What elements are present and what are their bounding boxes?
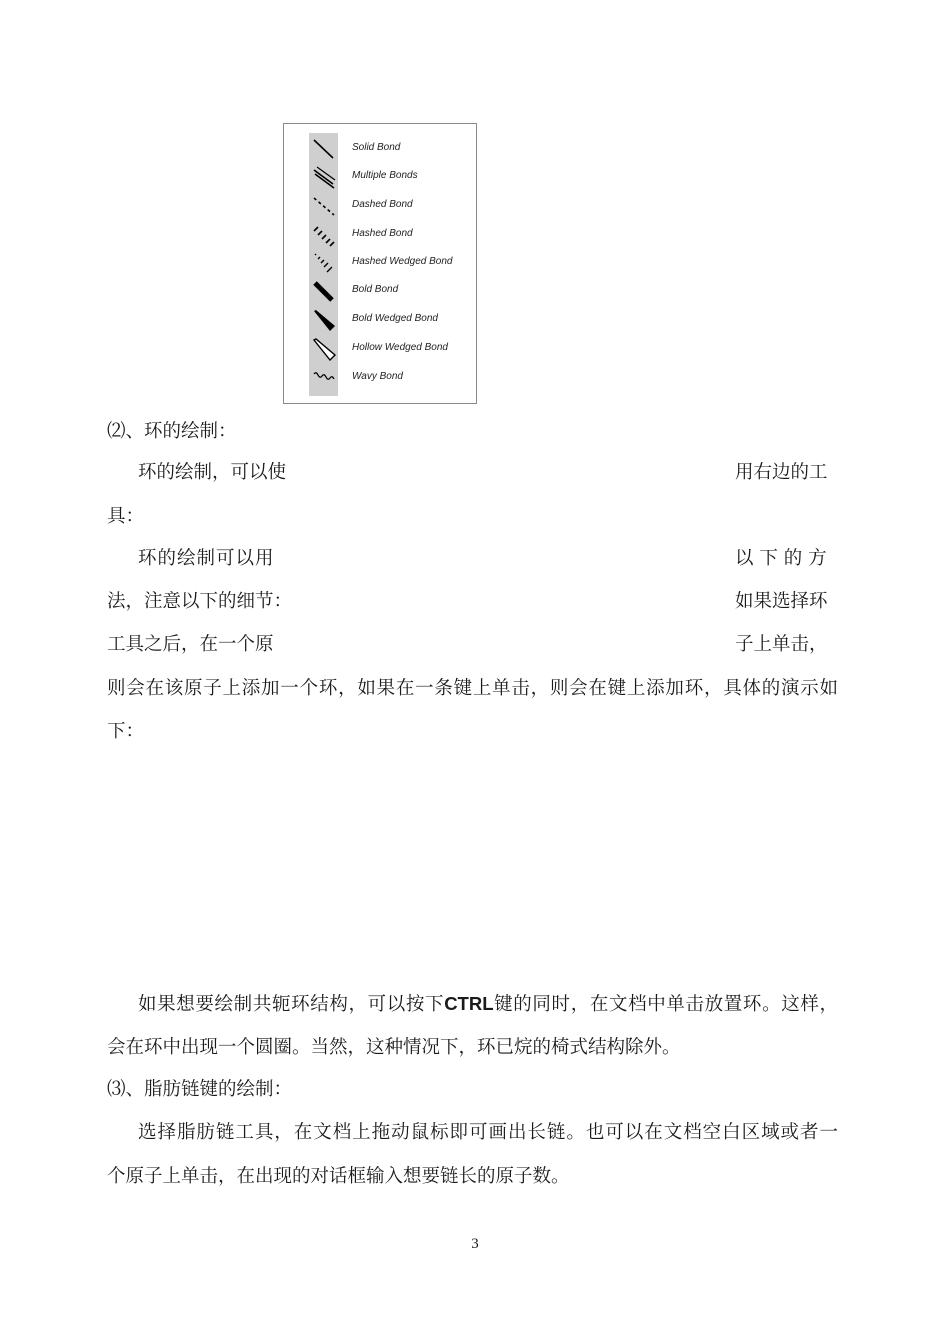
bond-item-bold-wedged (284, 306, 478, 334)
bond-item-hashed (284, 221, 478, 249)
section2-heading: ⑵、环的绘制： (107, 421, 237, 442)
dashed-bond-icon (311, 194, 337, 218)
section3-p1-line2: 个原子上单击，在出现的对话框输入想要链长的原子数。 (107, 1166, 570, 1187)
section2-p3-line2: 会在环中出现一个圆圈。当然，这种情况下，环已烷的椅式结构除外。 (107, 1037, 681, 1058)
p3-text-b: 键的同时，在文档中单击放置环。这样， (493, 994, 838, 1015)
bond-item-solid (284, 135, 478, 163)
bond-item-hashed-wedged (284, 249, 478, 277)
section2-p1-cont: 具： (107, 506, 145, 527)
bond-label: Solid Bond (352, 142, 401, 153)
section2-p2-line5: 下： (107, 721, 145, 742)
bond-label: Hashed Wedged Bond (352, 256, 453, 267)
section2-p2-line3-right: 子上单击， (735, 634, 828, 655)
bond-label: Hollow Wedged Bond (352, 342, 448, 353)
hashed-wedged-bond-icon (311, 251, 337, 275)
section2-p3-line1 (138, 992, 838, 1017)
hashed-bond-icon (311, 223, 337, 247)
section2-p2-line4: 则会在该原子上添加一个环，如果在一条键上单击，则会在键上添加环，具体的演示如 (107, 678, 838, 699)
wavy-bond-icon (311, 366, 337, 390)
bond-item-wavy (284, 364, 478, 392)
hollow-wedged-bond-icon (311, 337, 337, 361)
multiple-bonds-icon (311, 165, 337, 189)
p3-text-a: 如果想要绘制共轭环结构，可以按下 (138, 994, 445, 1015)
bond-label: Dashed Bond (352, 199, 413, 210)
ctrl-key-label: CTRL (444, 993, 494, 1014)
section2-p2-line2-right: 如果选择环 (735, 591, 828, 612)
section2-p1-right: 用右边的工 (735, 462, 828, 483)
bond-label: Multiple Bonds (352, 170, 418, 181)
bond-item-hollow-wedged (284, 335, 478, 363)
section2-p2-right: 以 下 的 方 (735, 548, 827, 569)
bond-tools-figure (283, 123, 477, 404)
section2-p1-left: 环的绘制，可以使 (138, 462, 287, 483)
section2-p2-line3-left: 工具之后，在一个原 (107, 634, 274, 655)
page-number: 3 (471, 1236, 479, 1252)
bond-label: Bold Wedged Bond (352, 313, 438, 324)
section3-p1-line1: 选择脂肪链工具，在文档上拖动鼠标即可画出长链。也可以在文档空白区域或者一 (138, 1122, 838, 1143)
section2-p2-left: 环的绘制可以用 (138, 548, 275, 569)
bond-label: Wavy Bond (352, 371, 403, 382)
bond-item-bold (284, 277, 478, 305)
solid-bond-icon (311, 137, 337, 161)
bond-label: Hashed Bond (352, 228, 413, 239)
bond-item-dashed (284, 192, 478, 220)
section3-heading: ⑶、脂肪链键的绘制： (107, 1079, 293, 1100)
bond-item-multiple (284, 163, 478, 191)
bold-bond-icon (311, 279, 337, 303)
bold-wedged-bond-icon (311, 308, 337, 332)
bond-label: Bold Bond (352, 284, 399, 295)
section2-p2-line2-left: 法，注意以下的细节： (107, 591, 293, 612)
